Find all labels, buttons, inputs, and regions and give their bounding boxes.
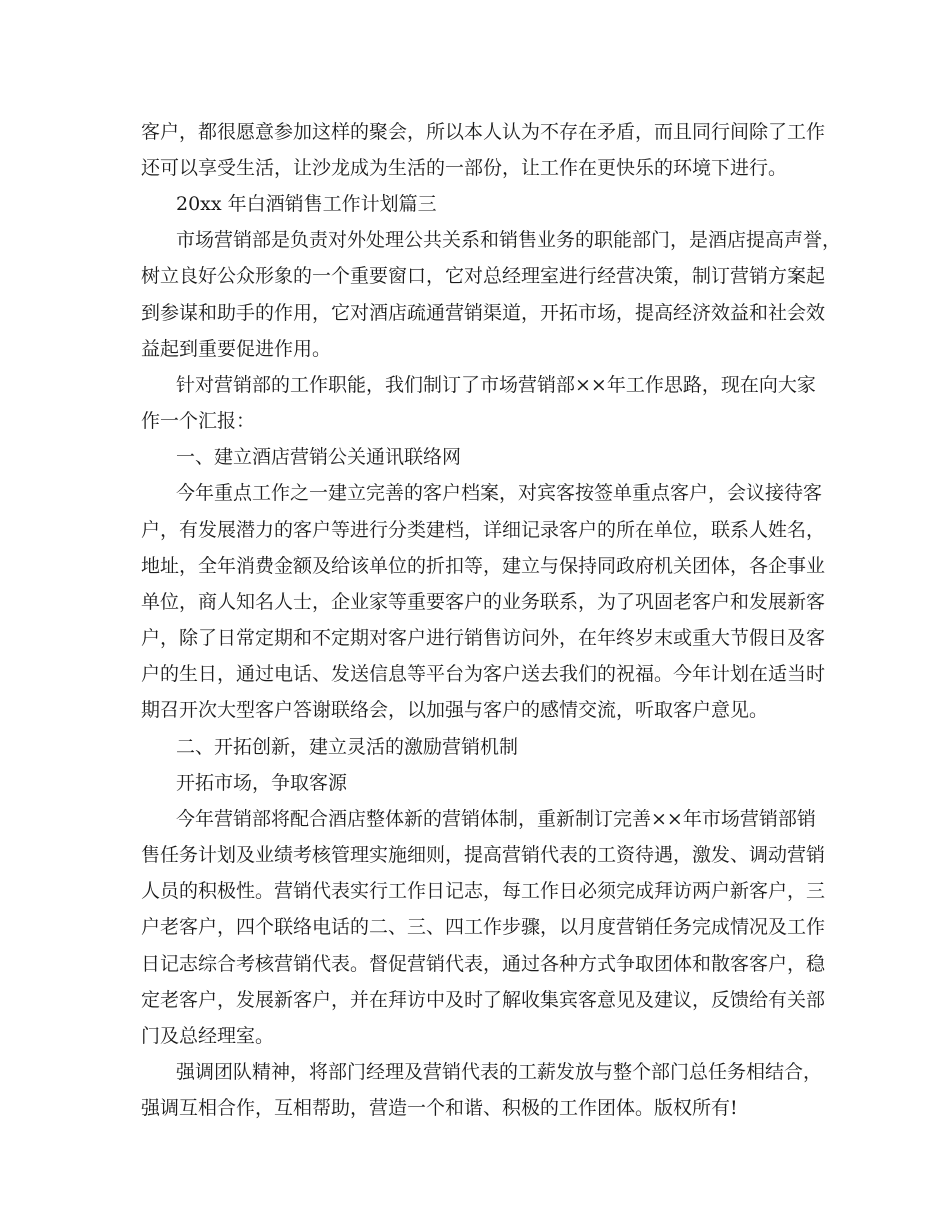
text-line: 今年营销部将配合酒店整体新的营销体制，重新制订完善××年市场营销部销: [176, 808, 816, 830]
section-heading: 二、开拓创新，建立灵活的激励营销机制: [176, 736, 519, 758]
text-line: 户，除了日常定期和不定期对客户进行销售访问外，在年终岁末或重大节假日及客: [141, 627, 826, 649]
text-line: 今年重点工作之一建立完善的客户档案，对宾客按签单重点客户，会议接待客: [176, 482, 823, 504]
text-line: 定老客户，发展新客户，并在拜访中及时了解收集宾客意见及建议，反馈给有关部: [141, 989, 826, 1011]
text-line: 市场营销部是负责对外处理公共关系和销售业务的职能部门，是酒店提高声誉，: [176, 229, 842, 251]
text-line: 强调团队精神，将部门经理及营销代表的工薪发放与整个部门总任务相结合，: [176, 1061, 823, 1083]
text-line: 日记志综合考核营销代表。督促营销代表，通过各种方式争取团体和散客客户，稳: [141, 953, 826, 975]
text-line: 到参谋和助手的作用，它对酒店疏通营销渠道，开拓市场，提高经济效益和社会效: [141, 302, 826, 324]
text-line: 人员的积极性。营销代表实行工作日记志，每工作日必须完成拜访两户新客户，三: [141, 880, 826, 902]
text-line: 强调互相合作，互相帮助，营造一个和谐、积极的工作团体。版权所有!: [141, 1097, 738, 1119]
text-line: 单位，商人知名人士，企业家等重要客户的业务联系，为了巩固老客户和发展新客: [141, 591, 826, 613]
text-line: 户的生日，通过电话、发送信息等平台为客户送去我们的祝福。今年计划在适当时: [141, 663, 826, 685]
text-line: 作一个汇报：: [141, 410, 256, 432]
text-line: 期召开次大型客户答谢联络会，以加强与客户的感情交流，听取客户意见。: [141, 699, 769, 721]
section-heading: 一、建立酒店营销公关通讯联络网: [176, 446, 462, 468]
section-heading: 20xx 年白酒销售工作计划篇三: [176, 193, 437, 215]
subsection-heading: 开拓市场，争取客源: [176, 772, 348, 794]
text-line: 售任务计划及业绩考核管理实施细则，提高营销代表的工资待遇，激发、调动营销: [141, 844, 826, 866]
text-line: 针对营销部的工作职能，我们制订了市场营销部××年工作思路，现在向大家: [176, 374, 816, 396]
text-line: 地址，全年消费金额及给该单位的折扣等，建立与保持同政府机关团体，各企事业: [141, 555, 826, 577]
text-line: 户老客户，四个联络电话的二、三、四工作步骤，以月度营销任务完成情况及工作: [141, 916, 826, 938]
text-line: 户，有发展潜力的客户等进行分类建档，详细记录客户的所在单位，联系人姓名，: [141, 519, 826, 541]
text-line: 还可以享受生活，让沙龙成为生活的一部份，让工作在更快乐的环境下进行。: [141, 157, 788, 179]
text-line: 益起到重要促进作用。: [141, 338, 332, 360]
text-line: 门及总经理室。: [141, 1025, 275, 1047]
text-line: 客户，都很愿意参加这样的聚会，所以本人认为不存在矛盾，而且同行间除了工作: [141, 121, 826, 143]
text-line: 树立良好公众形象的一个重要窗口，它对总经理室进行经营决策，制订营销方案起: [141, 265, 826, 287]
